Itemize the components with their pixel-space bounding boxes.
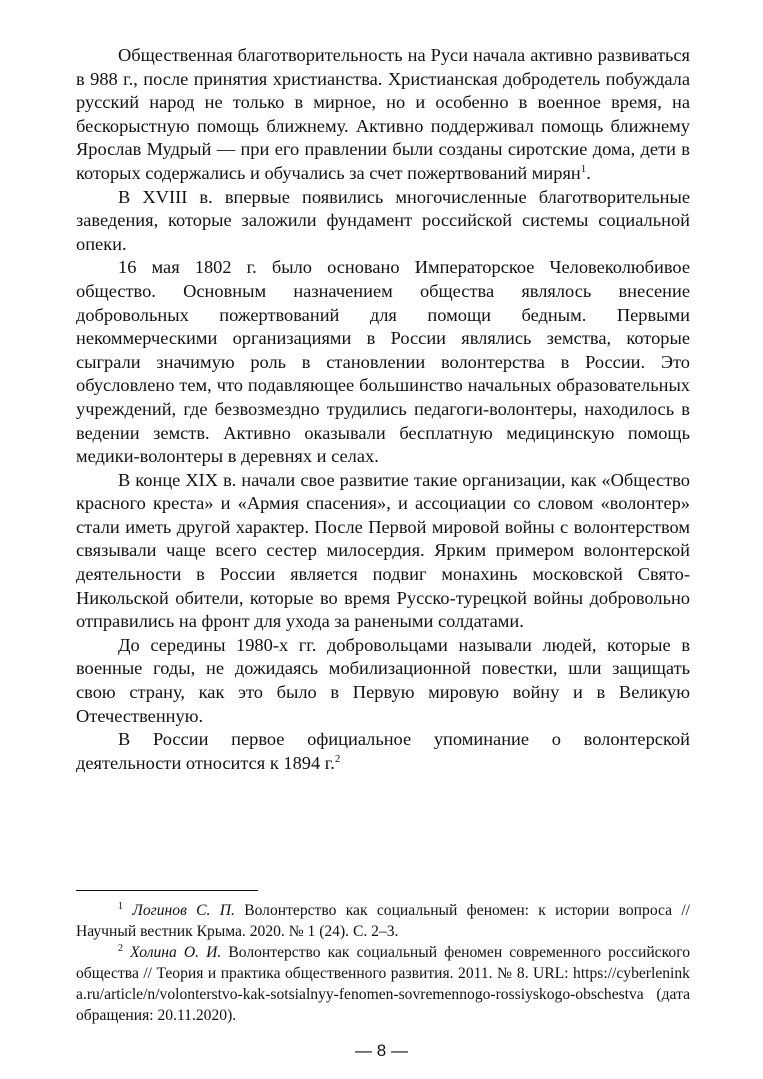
footnote-2: [76, 942, 690, 1026]
paragraph-1802-society: 16 мая 1802 г. было основано Императорское Человеколюбивое общество. Основным назначением общества являлось внесение добровольных пожертвований для помощи бедным. Первыми некоммерческими организациями в России являлись земства, которые сыграли значимую роль в становлении волонтерства в России. Это обусловлено тем, что подавляющее большинство начальных образовательных учреждений, где безвозмездно трудились педагоги-волонтеры, находилось в ведении земств. Активно оказывали бесплатную медицинскую помощь медики-волонтеры в деревнях и селах.: [76, 257, 690, 467]
paragraph-18th-century: В XVIII в. впервые появились многочисленные благотворительные заведения, которые заложили фундамент российской системы социальной опеки.: [76, 186, 690, 254]
footnote-separator: [76, 890, 258, 891]
page-number: — 8 —: [355, 1041, 408, 1060]
footnote-author: Логинов С. П.: [132, 902, 235, 919]
footnote-marker-1: 1: [118, 900, 123, 912]
footnote-1: [76, 900, 690, 942]
paragraph-1894-mention: В России первое официальное упоминание о волонтерской деятельности относится к 1894 г.$^2$: [76, 729, 690, 773]
footnote-text: Волонтерство как социальный феномен: к истории вопроса // Научный вестник Крыма. 2020. № 1 (24). С. 2–3.: [76, 902, 690, 940]
page-body: [76, 44, 690, 775]
footnote-text: Волонтерство как социальный феномен современного российского общества // Теория и практика общественного развития. 2011. № 8. URL:: [76, 944, 690, 982]
footnote-access-note: (дата обращения: 20.11.2020).: [76, 986, 690, 1024]
footnotes: [76, 900, 690, 1026]
paragraph-charity-origins: Общественная благотворительность на Руси начала активно развиваться в 988 г., после принятия христианства. Христианская добродетель побуждала русский народ не только в мирное, но и особенно в военное время, на бескорыстную помощь ближнему. Активно поддерживал помощь ближнему Ярослав Мудрый — при его правлении были созданы сиротские дома, дети в которых содержались и обучались за счет пожертвований мирян$^1$.: [76, 45, 690, 183]
paragraph-19th-century: В конце XIX в. начали свое развитие такие организации, как «Общество красного креста» и «Армия спасения», и ассоциации со словом «волонтер» стали иметь другой характер. После Первой мировой войны с волонтерством связывали чаще всего сестер милосердия. Ярким примером волонтерской деятельности в России является подвиг монахинь московской Свято-Никольской обители, которые во время Русско-турецкой войны добровольно отправились на фронт для ухода за ранеными солдатами.: [76, 469, 690, 632]
paragraph-1980s: До середины 1980-х гг. добровольцами называли людей, которые в военные годы, не дожидаясь мобилизационной повестки, шли защищать свою страну, как это было в Первую мировую войну и в Великую Отечественную.: [76, 634, 690, 726]
footnote-ref-2[interactable]: 2: [334, 752, 341, 765]
footnote-author: Холина О. И.: [130, 944, 222, 961]
footnote-url-link[interactable]: https://cyberleninka.ru/article/n/volonterstvo-kak-sotsialnyy-fenomen-sovremennogo-rossiyskogo-obschestva: [76, 965, 690, 1003]
footnote-ref-1[interactable]: 1: [580, 162, 587, 175]
footnote-marker-2: 2: [118, 942, 123, 954]
